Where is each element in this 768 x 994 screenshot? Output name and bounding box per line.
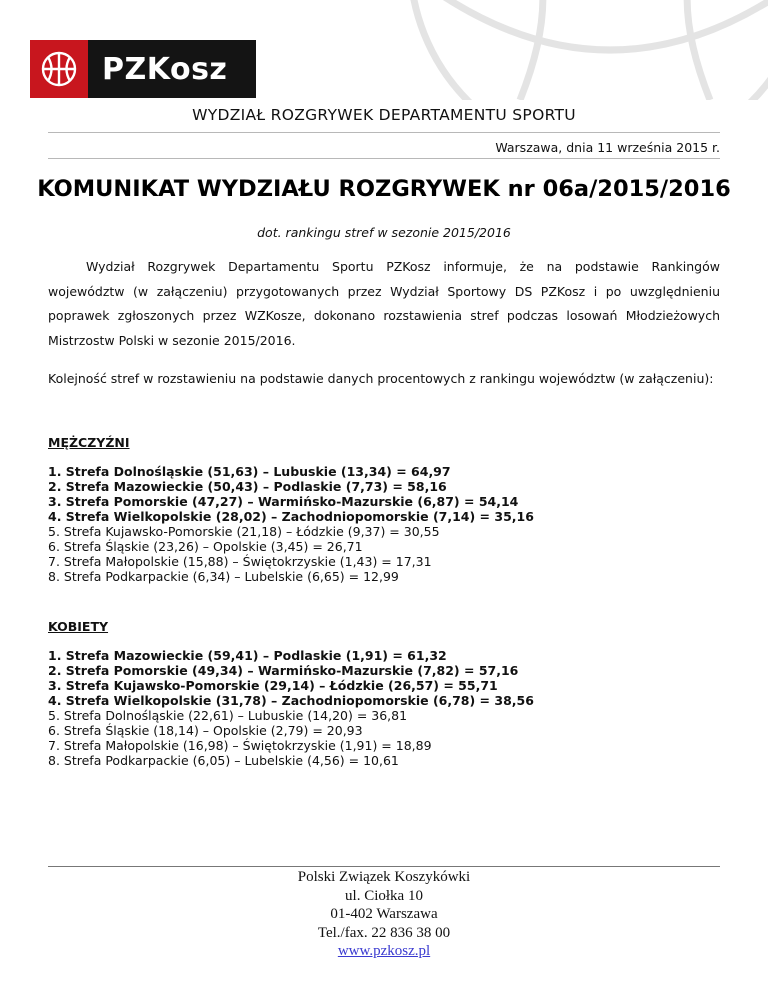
list-item: 2. Strefa Pomorskie (49,34) – Warmińsko-Mazurskie (7,82) = 57,16 bbox=[48, 663, 519, 678]
intro-paragraph: Wydział Rozgrywek Departamentu Sportu PZKosz informuje, że na podstawie Rankingów województw (w załączeniu) przygotowanych przez Wydział Sportowy DS PZKosz i po uwzględnieniu poprawek zgłoszonych przez WZKosze, dokonano rozstawienia stref podczas losowań Młodzieżowych Mistrzostw Polski w sezonie 2015/2016. bbox=[48, 259, 720, 348]
footer-street: ul. Ciołka 10 bbox=[345, 887, 423, 904]
footer-divider bbox=[48, 866, 720, 867]
list-item: 7. Strefa Małopolskie (15,88) – Świętokrzyskie (1,43) = 17,31 bbox=[48, 554, 432, 569]
footer-org: Polski Związek Koszykówki bbox=[297, 869, 471, 885]
list-item: 2. Strefa Mazowieckie (50,43) – Podlaskie (7,73) = 58,16 bbox=[48, 479, 447, 494]
footer-address bbox=[0, 868, 768, 961]
website-link[interactable]: www.pzkosz.pl bbox=[337, 943, 431, 959]
letterhead bbox=[0, 0, 768, 100]
list-item: 6. Strefa Śląskie (23,26) – Opolskie (3,45) = 26,71 bbox=[48, 539, 363, 554]
date-divider bbox=[48, 158, 720, 159]
list-item: 3. Strefa Kujawsko-Pomorskie (29,14) – Łódzkie (26,57) = 55,71 bbox=[48, 678, 498, 693]
list-item: 3. Strefa Pomorskie (47,27) – Warmińsko-Mazurskie (6,87) = 54,14 bbox=[48, 494, 519, 509]
list-item: 7. Strefa Małopolskie (16,98) – Świętokrzyskie (1,91) = 18,89 bbox=[48, 738, 432, 753]
men-heading: MĘŻCZYŹNI bbox=[48, 435, 130, 450]
men-ranking-list bbox=[48, 464, 534, 584]
list-item: 1. Strefa Mazowieckie (59,41) – Podlaskie (1,91) = 61,32 bbox=[48, 648, 447, 663]
basketball-watermark-icon bbox=[380, 0, 768, 100]
page-subtitle: dot. rankingu stref w sezonie 2015/2016 bbox=[257, 225, 511, 240]
list-item: 5. Strefa Dolnośląskie (22,61) – Lubuskie (14,20) = 36,81 bbox=[48, 708, 408, 723]
list-item: 6. Strefa Śląskie (18,14) – Opolskie (2,79) = 20,93 bbox=[48, 723, 363, 738]
women-heading: KOBIETY bbox=[48, 619, 109, 634]
ranking-paragraph: Kolejność stref w rozstawieniu na podstawie danych procentowych z rankingu województw (w załączeniu): bbox=[48, 371, 714, 386]
logo-text: PZKosz bbox=[102, 51, 228, 87]
footer-phone: Tel./fax. 22 836 38 00 bbox=[317, 924, 451, 941]
pzkosz-logo bbox=[30, 40, 256, 98]
women-ranking-list bbox=[48, 648, 534, 768]
department-title: WYDZIAŁ ROZGRYWEK DEPARTAMENTU SPORTU bbox=[192, 106, 576, 124]
footer-city: 01-402 Warszawa bbox=[330, 906, 438, 922]
list-item: 1. Strefa Dolnośląskie (51,63) – Lubuskie (13,34) = 64,97 bbox=[48, 464, 451, 479]
page-title: KOMUNIKAT WYDZIAŁU ROZGRYWEK nr 06a/2015/2016 bbox=[37, 176, 731, 202]
list-item: 4. Strefa Wielkopolskie (31,78) – Zachodniopomorskie (6,78) = 38,56 bbox=[48, 693, 534, 708]
list-item: 8. Strefa Podkarpackie (6,05) – Lubelskie (4,56) = 10,61 bbox=[48, 753, 399, 768]
header-divider bbox=[48, 132, 720, 133]
document-date: Warszawa, dnia 11 września 2015 r. bbox=[495, 140, 720, 155]
list-item: 8. Strefa Podkarpackie (6,34) – Lubelskie (6,65) = 12,99 bbox=[48, 569, 399, 584]
basketball-icon bbox=[30, 40, 88, 98]
list-item: 4. Strefa Wielkopolskie (28,02) – Zachodniopomorskie (7,14) = 35,16 bbox=[48, 509, 534, 524]
list-item: 5. Strefa Kujawsko-Pomorskie (21,18) – Łódzkie (9,37) = 30,55 bbox=[48, 524, 440, 539]
